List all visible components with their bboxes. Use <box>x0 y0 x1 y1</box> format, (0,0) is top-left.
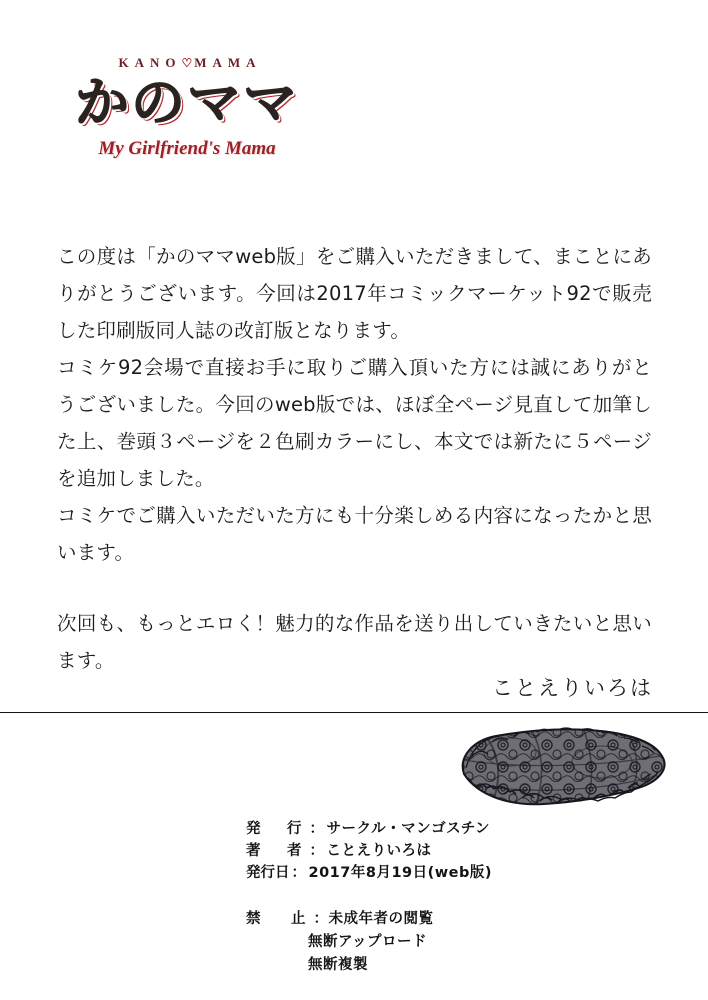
colophon-separator: ： <box>309 843 325 859</box>
afterword-paragraph-2: コミケ92会場で直接お手に取りご購入頂いた方には誠にありがとうございました。今回のweb版では、ほぼ全ページ見直して加筆した上、巻頭３ページを２色刷カラーにし、本文では新たに５ページを追加しました。 <box>57 356 652 490</box>
logo-romaji-line <box>68 55 312 71</box>
prohibition-label: 禁 止 <box>246 911 314 927</box>
colophon <box>246 818 492 884</box>
logo-romaji-right: MAMA <box>194 55 262 70</box>
afterword-paragraph-3: コミケでご購入いただいた方にも十分楽しめる内容になったかと思います。 <box>57 504 652 564</box>
afterword-paragraph-1: この度は「かのママweb版」をご購入いただきまして、まことにありがとうございます。今回は2017年コミックマーケット92で販売した印刷版同人誌の改訂版となります。 <box>57 245 652 342</box>
author-signature: ことえりいろは <box>492 676 653 700</box>
colophon-value-publisher: サークル・マンゴスチン <box>326 821 491 837</box>
colophon-label-publisher: 発 行 <box>246 821 308 837</box>
afterword-closing: 次回も、もっとエロく！魅力的な作品を送り出していきたいと思います。 <box>57 612 652 672</box>
title-logo <box>62 55 312 160</box>
heart-icon: ♡ <box>181 56 195 70</box>
colophon-value-author: ことえりいろは <box>326 843 432 859</box>
colophon-value-date: 2017年8月19日(web版) <box>308 865 492 881</box>
logo-subtitle-en: My Girlfriend's Mama <box>98 137 276 159</box>
colophon-separator: ： <box>309 821 325 837</box>
prohibition-item-3: 無断複製 <box>308 957 368 973</box>
prohibition-item-1: 未成年者の閲覧 <box>328 911 434 927</box>
colophon-row-publisher <box>246 818 492 840</box>
afterword-text <box>57 238 652 679</box>
section-divider <box>0 712 708 713</box>
colophon-row-author <box>246 840 492 862</box>
lace-panties-illustration <box>452 716 674 816</box>
prohibition-separator: ： <box>313 911 329 927</box>
logo-romaji-left: KANO <box>118 55 182 70</box>
prohibition-item-2: 無断アップロード <box>308 934 427 950</box>
colophon-label-author: 著 者 <box>246 843 308 859</box>
colophon-label-date: 発行日 <box>246 865 290 881</box>
prohibition-notice <box>246 908 434 977</box>
prohibition-header <box>246 908 434 931</box>
colophon-row-date <box>246 862 492 884</box>
colophon-separator: ： <box>291 865 307 881</box>
prohibition-item-list <box>308 931 434 977</box>
logo-title-jp: かのママ <box>75 71 299 134</box>
